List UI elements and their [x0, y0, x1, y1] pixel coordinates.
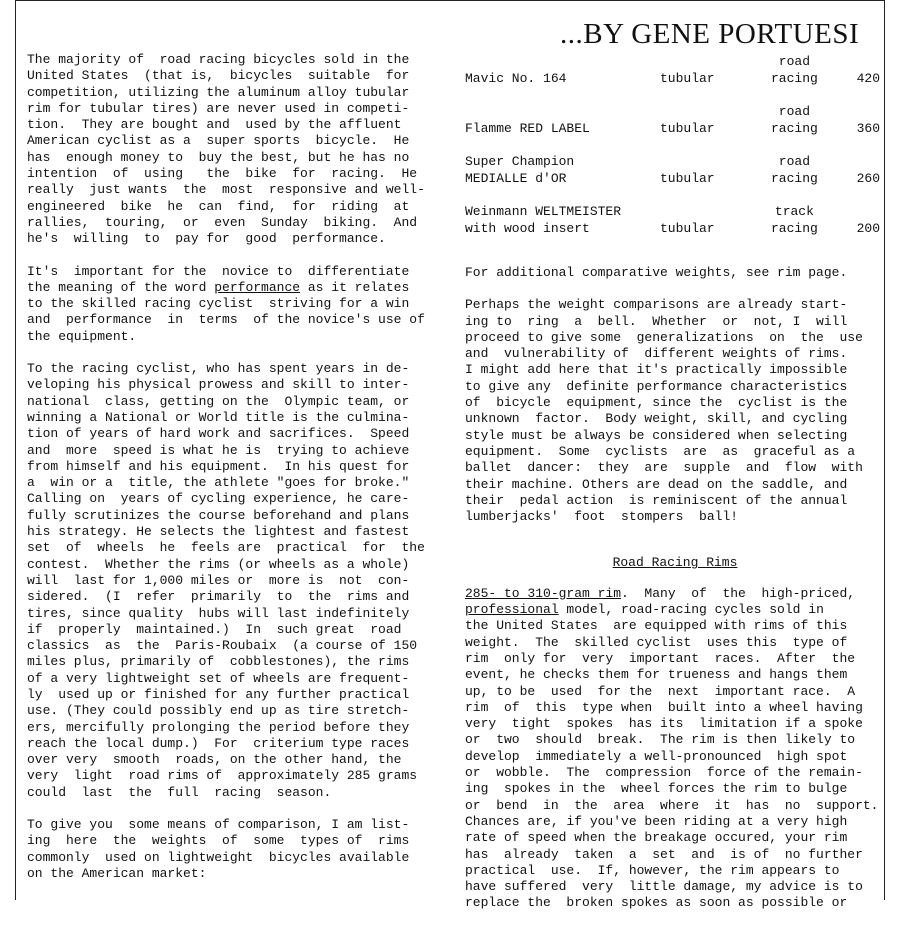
rim-use: road racing — [771, 54, 818, 86]
rim-type: tubular — [660, 220, 715, 236]
rim-name: Mavic No. 164 — [465, 70, 567, 86]
rim-weight-range-lead: 285- to 310-gram rim — [465, 585, 622, 601]
racing-cyclist-paragraph: To the racing cyclist, who has spent years in de- veloping his physical prowess and skill to inter- national class, getting on the Olympic team, or winning a National or World title is the culmina- tion of years of hard work and sacrifices. Speed and more speed is what he is trying to achieve from himself and his equipment. In his quest for a win or a title, the athlete "goes for broke." Calling on years of cycling experience, he care- fully scrutinizes the course beforehand and plans his strategy. He selects the lightest and fastest set of wheels he feels are practical for the contest. Whether the rims (or wheels as a whole) will last for 1,000 miles or more is not con- sidered. (I refer primarily to the rims and tires, since quality hubs will last indefinitely if properly maintained.) In such great road classics as the Paris-Roubaix (a course of 150 miles plus, primarily of cobblestones), the rims of a very lightweight set of wheels are frequent- ly used up or finished for any further practical use. (They could possibly end up as tire stretch- ers, mercifully prolonging the period before they reach the local dump.) For criterium type races over very smooth roads, on the other hand, the very light road rims of approximately 285 grams could last the full racing season. — [27, 361, 425, 800]
rim-type: tubular — [660, 170, 715, 186]
rim-weight: 360 — [856, 120, 880, 136]
table-row — [465, 53, 885, 103]
right-column — [465, 53, 885, 928]
rim-weight: 200 — [856, 220, 880, 236]
section-heading-text: Road Racing Rims — [612, 555, 738, 571]
performance-paragraph — [27, 264, 445, 345]
intro-paragraph: The majority of road racing bicycles sold in the United States (that is, bicycles suitable for competition, utilizing the aluminum alloy tubular rim for tubular tires) are never used in competi- tion. They are bought and used by the affluent American cyclist as a super sports bicycle. He has enough money to buy the best, but he has no intention of using the bike for racing. He really just wants the most responsive and well- engineered bike he can find, for riding at rallies, touring, or even Sunday biking. And he's willing to pay for good performance. — [27, 52, 425, 247]
generalizations-paragraph: Perhaps the weight comparisons are already start- ing to ring a bell. Whether or not, I will proceed to give some generalizations on the use and vulnerability of different weights of rims. I might add here that it's practically impossible to give any definite performance characteristics of bicycle equipment, since the cyclist is the unknown factor. Body weight, skill, and cycling style must be always be considered when selecting equipment. Some cyclists are as graceful as a ballet dancer: they are supple and flow with their machine. Others are dead on the saddle, and their pedal action is reminiscent of the annual lumberjacks' foot stompers ball! — [465, 297, 863, 525]
section-heading — [465, 555, 885, 571]
table-row — [465, 203, 885, 253]
author-byline: ...BY GENE PORTUESI — [560, 18, 860, 50]
performance-text-after: as it relates to the skilled racing cyclist striving for a win and performance in terms of the novice's use of the equipment. — [27, 279, 425, 344]
rim-use: road racing — [771, 154, 818, 186]
weights-note-paragraph: For additional comparative weights, see rim page. — [465, 265, 848, 280]
rim-first-line-rest: . Many of the high-priced, — [621, 585, 856, 601]
rim-use: road racing — [771, 104, 818, 136]
performance-text-before: It's important for the novice to differentiate the meaning of the word — [27, 263, 410, 295]
page-frame-top — [15, 0, 885, 1]
rim-weight: 260 — [856, 170, 880, 186]
performance-underlined-word: performance — [214, 279, 301, 295]
rim-name: Weinmann WELTMEISTER with wood insert — [465, 204, 622, 236]
table-row — [465, 103, 885, 153]
table-row — [465, 153, 885, 203]
rim-use: track racing — [771, 204, 818, 236]
rim-description-body: model, road-racing cycles sold in the United States are equipped with rims of this weight. The skilled cyclist uses this type of rim only for very important races. After the event, he checks them for trueness and hangs them up, to be used for the next important race. A rim of this type when built into a wheel having very tight spokes has its limitation if a spoke or two should break. The rim is then likely to develop immediately a well-pronounced high spot or wobble. The compression force of the remain- ing spokes in the wheel forces the rim to bulge or bend in the area where it has no support. Chances are, if you've been riding at a very high rate of speed when the breakage occured, your rim has already taken a set and is of no further practical use. If, however, the rim appears to have suffered very little damage, my advice is to replace the broken spokes as soon as possible or — [465, 602, 879, 911]
rim-weight: 420 — [856, 70, 880, 86]
rim-type: tubular — [660, 120, 715, 136]
rim-name: Flamme RED LABEL — [465, 120, 590, 136]
left-column — [27, 52, 445, 898]
comparison-paragraph: To give you some means of comparison, I am list- ing here the weights of some types of rims commonly used on lightweight bicycles available on the American market: — [27, 817, 410, 881]
page-frame-left — [15, 0, 16, 900]
rim-description-paragraph — [465, 586, 885, 912]
rim-type: tubular — [660, 70, 715, 86]
rim-weight-table — [465, 53, 885, 253]
rim-name: Super Champion MEDIALLE d'OR — [465, 154, 575, 186]
professional-underlined-word: professional — [465, 602, 559, 618]
